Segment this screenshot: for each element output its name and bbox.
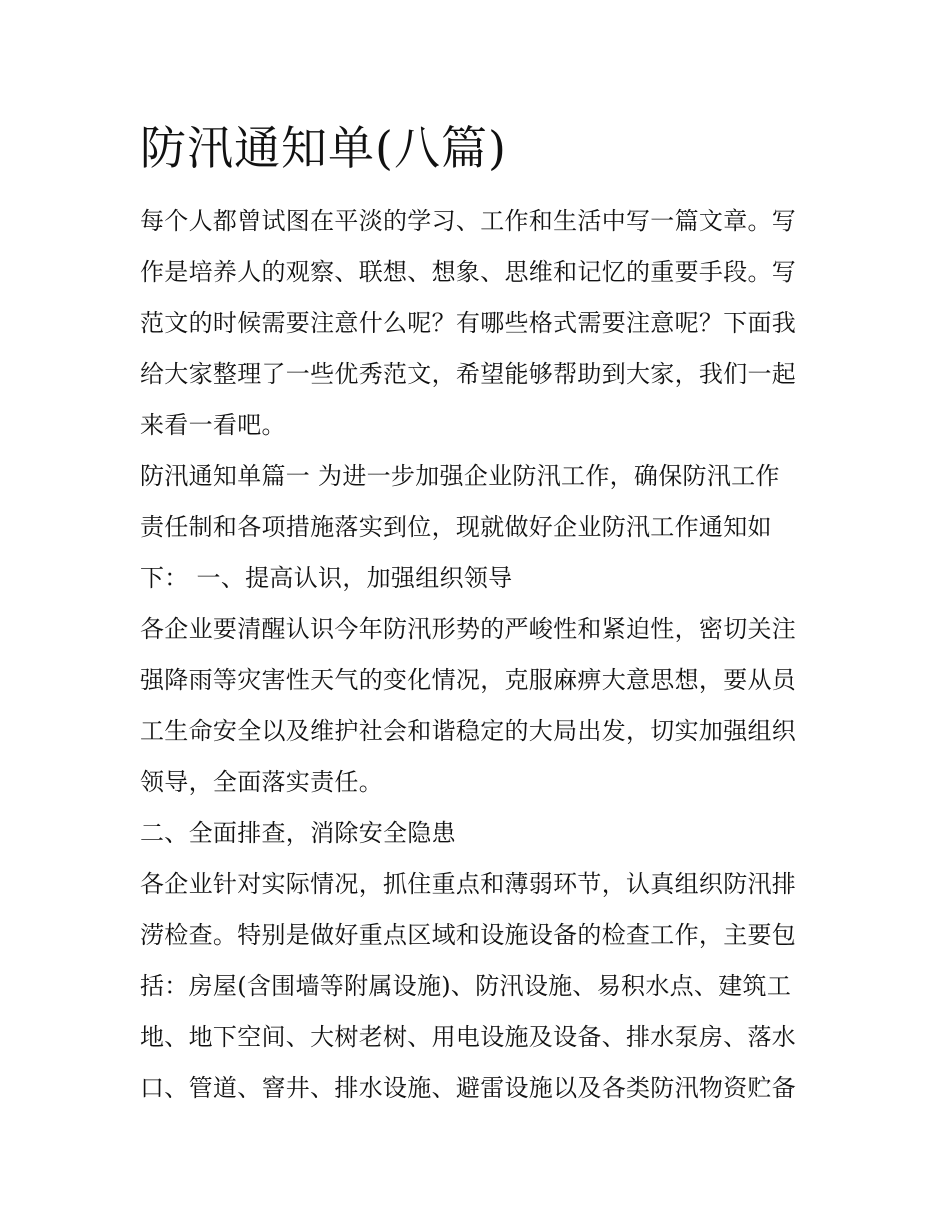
- body-line: 下： 一、提高认识，加强组织领导: [140, 564, 513, 592]
- body-line: 括：房屋(含围墙等附属设施)、防汛设施、易积水点、建筑工: [140, 972, 792, 1000]
- body-line: 范文的时候需要注意什么呢？有哪些格式需要注意呢？下面我: [140, 309, 797, 337]
- body-line: 口、管道、窨井、排水设施、避雷设施以及各类防汛物资贮备: [140, 1074, 797, 1102]
- document-title: 防汛通知单(八篇): [140, 121, 507, 175]
- body-line: 各企业针对实际情况，抓住重点和薄弱环节，认真组织防汛排: [140, 870, 797, 898]
- body-line: 地、地下空间、大树老树、用电设施及设备、排水泵房、落水: [140, 1023, 797, 1051]
- body-line: 涝检查。特别是做好重点区域和设施设备的检查工作，主要包: [140, 921, 797, 949]
- body-line: 强降雨等灾害性天气的变化情况，克服麻痹大意思想，要从员: [140, 666, 797, 694]
- body-line: 给大家整理了一些优秀范文，希望能够帮助到大家，我们一起: [140, 360, 797, 388]
- body-line: 责任制和各项措施落实到位，现就做好企业防汛工作通知如: [140, 513, 772, 541]
- body-line: 工生命安全以及维护社会和谐稳定的大局出发，切实加强组织: [140, 717, 797, 745]
- body-line: 二、全面排查，消除安全隐患: [140, 819, 456, 847]
- body-line: 每个人都曾试图在平淡的学习、工作和生活中写一篇文章。写: [140, 207, 797, 235]
- body-line: 各企业要清醒认识今年防汛形势的严峻性和紧迫性，密切关注: [140, 615, 797, 643]
- body-line: 作是培养人的观察、联想、想象、思维和记忆的重要手段。写: [140, 258, 797, 286]
- body-line: 防汛通知单篇一 为进一步加强企业防汛工作，确保防汛工作: [140, 462, 780, 490]
- body-line: 来看一看吧。: [140, 411, 286, 439]
- body-line: 领导，全面落实责任。: [140, 768, 383, 796]
